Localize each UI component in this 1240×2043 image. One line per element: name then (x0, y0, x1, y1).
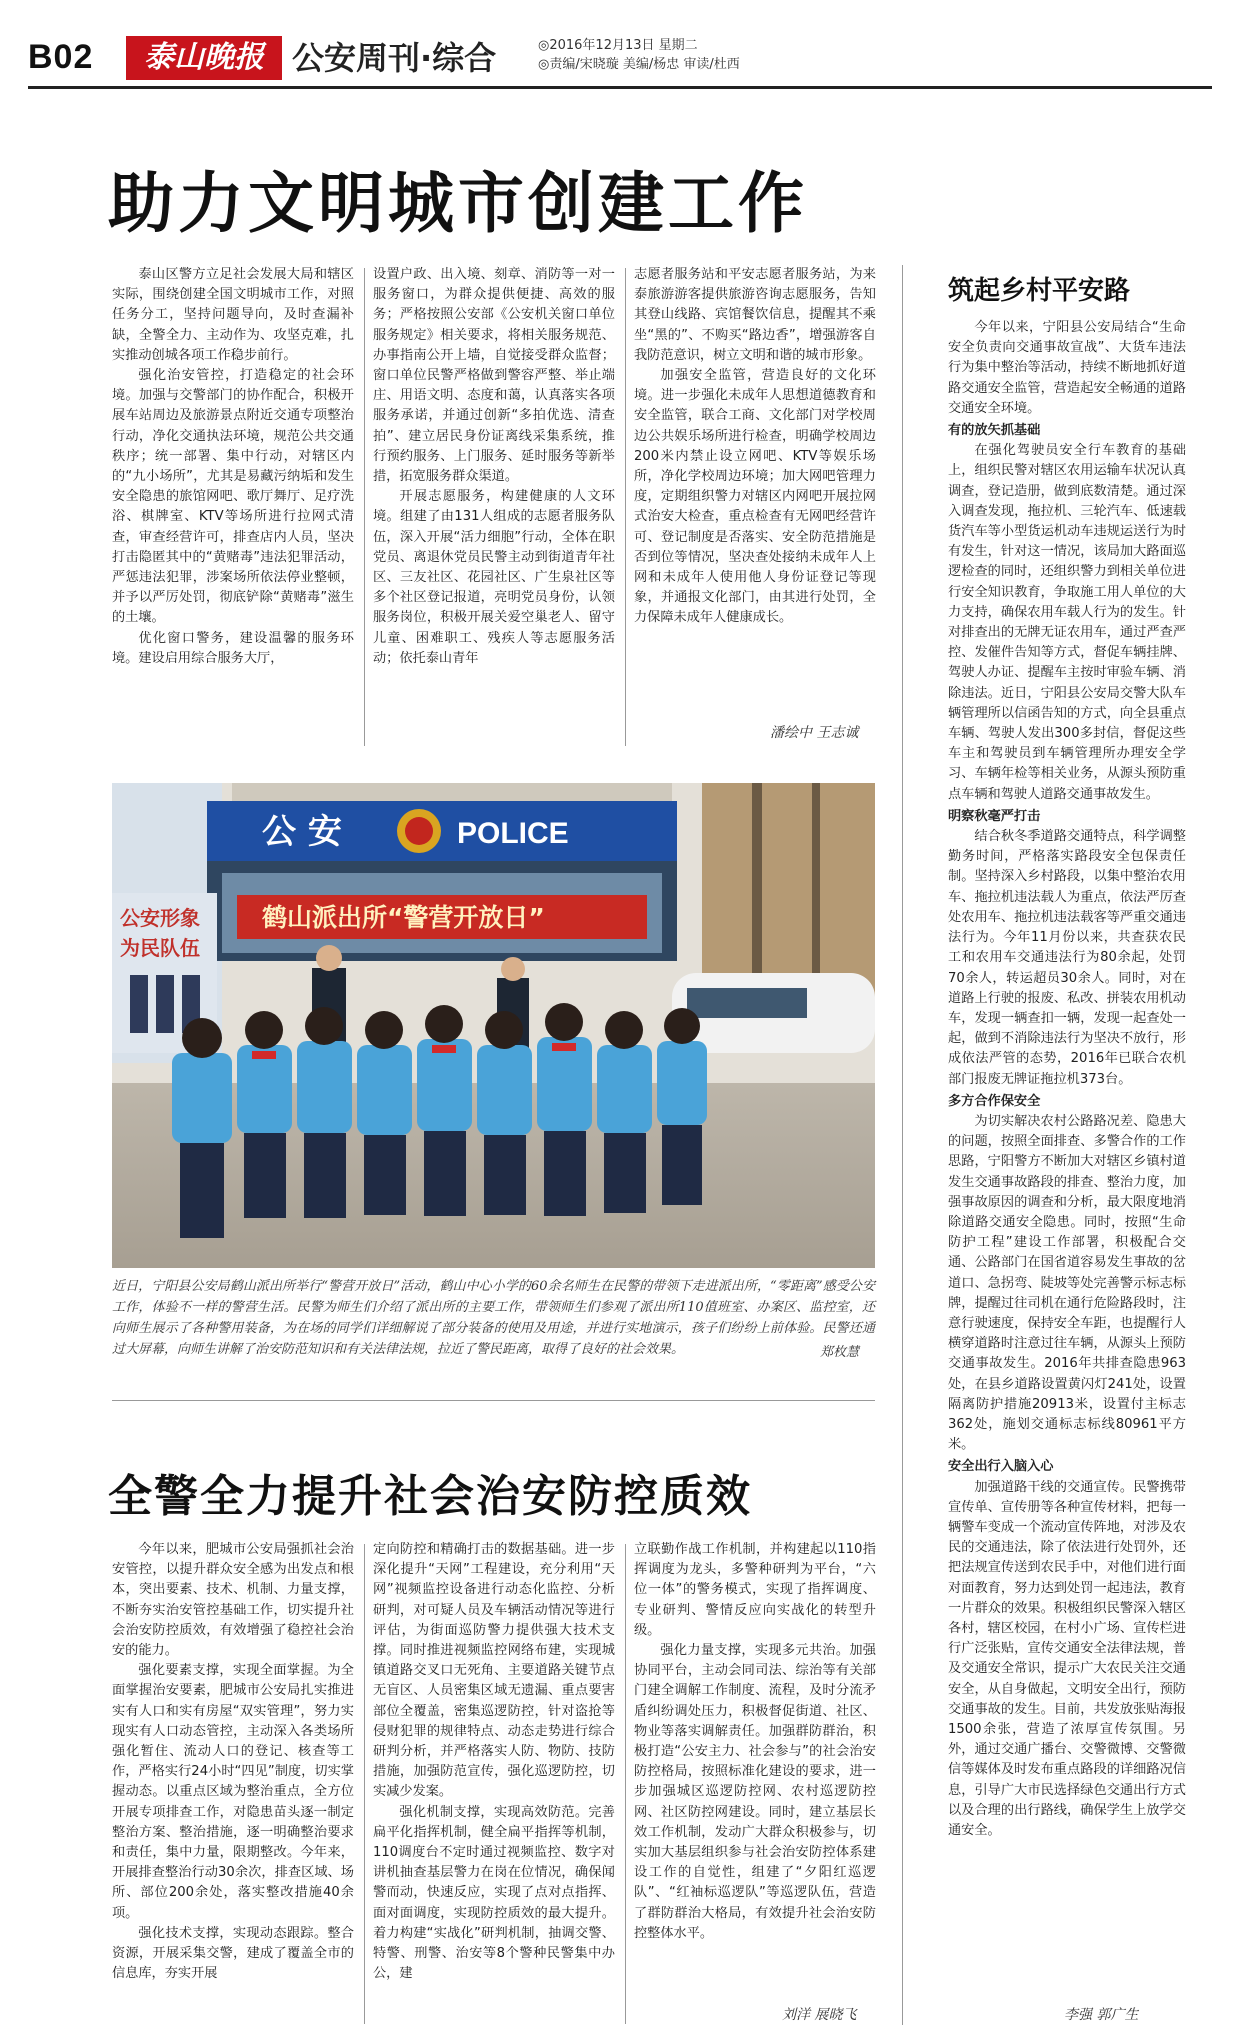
paragraph: 今年以来，肥城市公安局强抓社会治安管控，以提升群众安全感为出发点和根本，突出要素、技术、机制、力量支撑，不断夯实治安管控基础工作，切实提升社会治安防控质效，有效增强了稳控社会治安的能力。 (112, 1542, 354, 1659)
issue-meta (538, 36, 740, 74)
police-station-photo (112, 783, 875, 1268)
column-divider (364, 1544, 365, 2024)
paragraph: 为切实解决农村公路路况差、隐患大的问题，按照全面排查、多警合作的工作思路，宁阳警方不断加大对辖区乡镇村道发生交通事故路段的排查、整治力度，加强事故原因的调查和分析，最大限度地消除道路交通安全隐患。同时，按照“生命防护工程”建设工作部署，积极配合交通、公路部门在国省道容易发生事故的岔道口、急拐弯、陡坡等处完善警示标志标牌，提醒过往司机在通行危险路段时，注意行驶速度，保持安全车距，也提醒行人横穿道路时注意过往车辆，从源头上预防交通事故发生。2016年共排查隐患963处，在县乡道路设置黄闪灯241处，设置隔离防护措施20913米，设置付主标志362处，施划交通标志标线80961平方米。 (948, 1113, 1186, 1453)
sidebar-headline: 筑起乡村平安路 (948, 276, 1131, 306)
paragraph: 定向防控和精确打击的数据基础。进一步深化提升“天网”工程建设，充分利用“天网”视频监控设备进行动态化监控、分析研判，对可疑人员及车辆活动情况等进行评估，为街面巡防警力提供强大技术支撑。同时推进视频监控网络布建，实现城镇道路交叉口无死角、主要道路关键节点无盲区、人员密集区域无遗漏、重点要害部位全覆盖，密集巡逻防控，针对盗抢等侵财犯罪的规律特点、动态走势进行综合研判分析，并严格落实人防、物防、技防措施，加强防范宣传，强化巡逻防控，切实减少发案。 (373, 1542, 615, 1800)
paragraph: 强化技术支撑，实现动态跟踪。整合资源，开展采集交警，建成了覆盖全市的信息库，夯实开展 (112, 1925, 354, 1982)
photo-banner: 鹤山派出所“警营开放日” (262, 903, 545, 932)
article2-byline: 刘洋 展晓飞 (782, 2007, 857, 2023)
paragraph: 加强安全监管，营造良好的文化环境。进一步强化未成年人思想道德教育和安全监管，联合工商、文化部门对学校周边公共娱乐场所进行检查，明确学校周边200米内禁止设立网吧、KTV等娱乐场所，净化学校周边环境；加大网吧管理力度，定期组织警力对辖区内网吧开展拉网式治安大检查，重点检查有无网吧经营许可、登记制度是否落实、安全防范措施是否到位等情况，坚决查处接纳未成年人上网和未成年人使用他人身份证登记等现象，并通报文化部门，由其进行处罚，全力保障未成年人健康成长。 (634, 368, 876, 626)
editor-credits: ◎责编/宋晓璇 美编/杨忠 审读/杜西 (538, 57, 740, 72)
article1-byline: 潘绘中 王志诚 (770, 725, 859, 741)
paragraph: 强化力量支撑，实现多元共治。加强协同平台，主动会同司法、综治等有关部门建全调解工作制度、流程，及时分流矛盾纠纷调处压力，积极督促街道、社区、物业等落实调解责任。加强群防群治，积极打造“公安主力、社会参与”的社会治安防控格局，按照标准化建设的要求，进一步加强城区巡逻防控网、农村巡逻防控网、社区防控网建设。同时，建立基层长效工作机制，发动广大群众积极参与，切实加大基层组织参与社会治安防控体系建设工作的自觉性，组建了“夕阳红巡逻队”、“红袖标巡逻队”等巡逻队伍，营造了群防群治大格局，有效提升社会治安防控整体水平。 (634, 1643, 876, 1941)
subheading: 明察秋毫严打击 (948, 808, 1041, 824)
section-divider (112, 1400, 875, 1401)
subheading: 安全出行入脑入心 (948, 1459, 1054, 1475)
paragraph: 强化治安管控，打造稳定的社会环境。加强与交警部门的协作配合，积极开展车站周边及旅游景点附近交通专项整治行动，净化交通执法环境，规范公共交通秩序；统一部署、集中行动，对辖区内的“九小场所”，尤其是易藏污纳垢和发生安全隐患的旅馆网吧、歌厅舞厅、足疗洗浴、棋牌室、KTV等场所进行拉网式清查，审查经营许可，排查店内人员，坚决打击隐匿其中的“黄赌毒”违法犯罪活动，严惩违法犯罪，涉案场所依法停业整顿，并予以严厉处罚，彻底铲除“黄赌毒”滋生的土壤。 (112, 368, 354, 626)
issue-date: ◎2016年12月13日 星期二 (538, 38, 698, 53)
paragraph: 立联勤作战工作机制，并构建起以110指挥调度为龙头，多警种研判为平台，“六位一体”的警务模式，实现了指挥调度、专业研判、警情反应向实战化的转型升级。 (634, 1542, 876, 1638)
article2-column-3 (634, 1540, 876, 1980)
photo-caption: 近日，宁阳县公安局鹤山派出所举行“警营开放日”活动，鹤山中心小学的60余名师生在民警的带领下走进派出所，“零距离”感受公安工作，体验不一样的警营生活。民警为师生们介绍了派出所的主要工作，带领师生们参观了派出所110值班室、办案区、监控室，还向师生展示了各种警用装备，为在场的同学们详细解说了部分装备的使用及用途，并进行实地演示，孩子们纷纷上前体验。民警还通过大屏幕，向师生讲解了治安防范知识和有关法律法规，拉近了警民距离，取得了良好的社会效果。 (112, 1279, 875, 1357)
paragraph: 强化要素支撑，实现全面掌握。为全面掌握治安要素，肥城市公安局扎实推进实有人口和实有房屋“双实管理”，努力实现实有人口动态管控，主动深入各类场所强化暂住、流动人口的登记、核查等工作，严格实行24小时“四见”制度，切实掌握动态。以重点区域为整治重点，全方位开展专项排查工作，对隐患苗头逐一制定整治方案、整治措施，逐一明确整治要求和责任，集中力量，限期整改。今年来，开展排查整治行动30余次，排查区域、场所、部位200余处，落实整改措施40余项。 (112, 1663, 354, 1921)
paragraph: 强化机制支撑，实现高效防范。完善扁平化指挥机制，健全扁平指挥等机制，110调度台不定时通过视频监控、数字对讲机抽查基层警力在岗在位情况，确保闻警而动，快速反应，实现了点对点指挥、面对面调度，实现防控质效的最大提升。着力构建“实战化”研判机制，抽调交警、特警、刑警、治安等8个警种民警集中办公，建 (373, 1804, 615, 1982)
sidebar-body (948, 318, 1186, 1998)
masthead-rule (28, 86, 1212, 89)
column-divider (625, 1544, 626, 2024)
paragraph: 优化窗口警务，建设温馨的服务环境。建设启用综合服务大厅， (112, 630, 354, 666)
column-divider (625, 268, 626, 746)
photo-credit: 郑枚慧 (820, 1345, 860, 1360)
sidebar-divider (902, 265, 903, 2025)
paragraph: 开展志愿服务，构建健康的人文环境。组建了由131人组成的志愿者服务队伍，深入开展“活力细胞”行动，全体在职党员、离退休党员民警主动到街道青年社区、三友社区、花园社区、广生泉社区等多个社区登记报道，亮明党员身份，认领服务岗位，积极开展关爱空巢老人、留守儿童、困难职工、残疾人等志愿服务活动；依托泰山青年 (373, 489, 615, 666)
masthead (28, 34, 1212, 84)
article2-headline: 全警全力提升社会治安防控质效 (108, 1471, 752, 1522)
section-title: 公安周刊·综合 (292, 39, 497, 77)
paragraph: 加强道路干线的交通宣传。民警携带宣传单、宣传册等各种宣传材料，把每一辆警车变成一个流动宣传阵地，对涉及农民的交通违法，除了依法进行处罚外，还把法规宣传送到农民手中，对他们进行面对面教育，努力达到处罚一起违法，教育一片群众的效果。积极组织民警深入辖区各村，辖区校园，在村小广场、宣传栏进行广泛张贴，宣传交通安全法律法规，普及交通安全常识，提示广大农民关注交通安全，从自身做起，文明安全出行，预防交通事故的发生。目前，共发放张贴海报1500余张，营造了浓厚宣传氛围。另外，通过交通广播台、交警微博、交警微信等媒体及时发布重点路段的详细路况信息，引导广大市民选择绿色交通出行方式以及合理的出行路线，确保学生上放学交通安全。 (948, 1479, 1186, 1839)
paragraph: 在强化驾驶员安全行车教育的基础上，组织民警对辖区农用运输车状况认真调查，登记造册，做到底数清楚。通过深入调查发现，拖拉机、三轮汽车、低速载货汽车等小型货运机动车违规运送行为时有发生，针对这一情况，该局加大路面巡逻检查的同时，还组织警力到相关单位进行安全知识教育，争取施工用人单位的大力支持，确保农用车载人行为的发生。针对排查出的无牌无证农用车，通过严查严控、发催件告知等方式，督促车辆挂牌、驾驶人办证、提醒车主按时审验车辆、消除违法。近日，宁阳县公安局交警大队车辆管理所以信函告知的方式，向全县重点车辆、驾驶人发出300多封信，督促这些车主和驾驶员到车辆管理所办理安全学习、车辆年检等相关业务，从源头预防重点车辆和驾驶人道路交通事故发生。 (948, 443, 1186, 802)
subheading: 有的放矢抓基础 (948, 423, 1041, 439)
wall-text-2: 为民队伍 (120, 936, 200, 960)
article1-headline: 助力文明城市创建工作 (108, 165, 808, 242)
article2-column-2 (373, 1540, 615, 2030)
paragraph: 今年以来，宁阳县公安局结合“生命安全负责向交通事故宣战”、大货车违法行为集中整治等活动，持续不断地抓好道路交通安全监管，营造起安全畅通的道路交通安全环境。 (948, 320, 1186, 416)
newspaper-logo: 泰山晚报 (126, 36, 282, 80)
paragraph: 志愿者服务站和平安志愿者服务站，为来泰旅游游客提供旅游咨询志愿服务，告知其登山线路、宾馆餐饮信息，提醒其不乘坐“黑的”、不购买“路边香”，增强游客自我防范意识，树立文明和谐的城市形象。 (634, 267, 876, 363)
column-divider (364, 268, 365, 746)
sign-police-en: POLICE (457, 817, 569, 850)
sign-police-cn: 公 安 (262, 812, 342, 852)
article2-column-1 (112, 1540, 354, 2030)
subheading: 多方合作保安全 (948, 1093, 1041, 1109)
paragraph: 泰山区警方立足社会发展大局和辖区实际，围绕创建全国文明城市工作，对照任务分工，坚持问题导向，及时查漏补缺，全警全力、主动作为、攻坚克难，扎实推动创城各项工作稳步前行。 (112, 267, 354, 363)
paragraph: 结合秋冬季道路交通特点，科学调整勤务时间，严格落实路段安全包保责任制。坚持深入乡村路段，以集中整治农用车、拖拉机违法载人为重点，依法严厉查处农用车、拖拉机违法载客等严重交通违法行为。今年11月份以来，共查获农民工和农用车交通违法行为80余起，处罚70余人，转运超员30余人。同时，对在道路上行驶的报废、私改、拼装农用机动车，发现一辆查扣一辆，发现一起查处一起，做到不消除违法行为坚决不放行，形成依法严管的态势，2016年已联合农机部门报废无牌证拖拉机373台。 (948, 829, 1186, 1087)
article1-column-2 (373, 265, 615, 750)
wall-text-1: 公安形象 (120, 906, 200, 930)
paragraph: 设置户政、出入境、刻章、消防等一对一服务窗口，为群众提供便捷、高效的服务；严格按照公安部《公安机关窗口单位服务规定》相关要求，将相关服务规范、办事指南公开上墙，自觉接受群众监督；窗口单位民警严格做到警容严整、举止端庄、用语文明、态度和蔼，认真落实各项服务承诺，并通过创新“多拍优选、清查拍”、建立居民身份证离线采集系统，推行预约服务、上门服务、延时服务等新举措，拓宽服务群众渠道。 (373, 267, 615, 485)
article1-column-1 (112, 265, 354, 750)
sidebar-byline: 李强 郭广生 (1064, 2007, 1139, 2023)
news-photo (112, 783, 875, 1268)
article1-column-3 (634, 265, 876, 695)
page-number: B02 (28, 38, 94, 76)
